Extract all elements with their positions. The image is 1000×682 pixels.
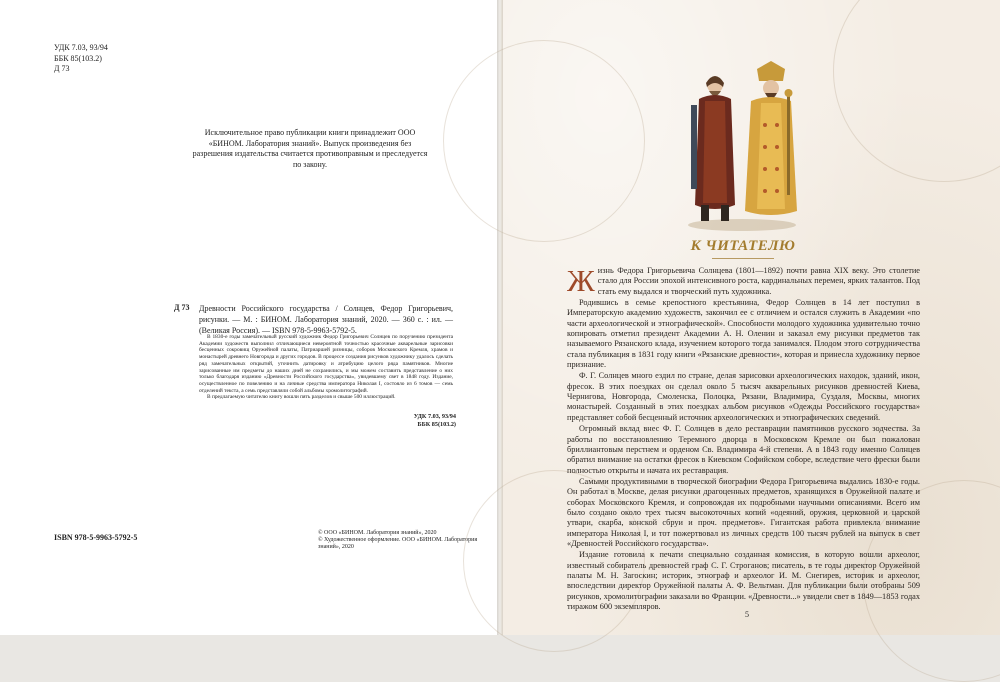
left-page [0,0,497,635]
foreword-paragraph: Самыми продуктивными в творческой биографии Федора Григорьевича выдались 1830-е годы. Он работал в Москве, делая рисунки драгоценных предметов, хранящихся в Оружейной палате и соборах Московского Кремля, и сопровождая их подробными научными описаниями. Всего им было создано около трех тысяч высокоточных копий «одеяний, оружия, церковной и царской утвари, скарба, конской сбруи и проч. предметов». Гигантская работа привлекла внимание императора Николая I, и тот пожертвовал из личных средств 100 тысяч рублей на выпуск в свет «Древностей Российского государства». [567,476,920,548]
section-title: К ЧИТАТЕЛЮ [690,238,796,254]
classification-block [370,413,456,429]
paragraph-text: изнь Федора Григорьевича Солнцева (1801—1892) почти равна XIX веку. Это столетие стало для России эпохой интенсивного роста, кардинальных перемен, ярких талантов. Под стать ему выдался и творческий путь художника. [597,266,920,296]
isbn: ISBN 978-5-9963-5792-5 [54,533,138,542]
foreword-text [567,263,920,613]
author-sign: Д 73 [174,303,190,312]
bbk-classification: ББК 85(103.2) [417,421,456,428]
bbk-line: ББК 85(103.2) [54,53,102,63]
annotation-paragraph: В предлагаемую читателю книгу вошли пять разделов и свыше 500 иллюстраций. [207,394,396,401]
copyright-block [318,530,478,552]
foreword-paragraph [567,263,920,298]
udk-line: УДК 7.03, 93/94 [54,43,108,52]
author-mark: Д 73 [54,64,70,73]
bibliographic-description: Древности Российского государства / Солнцев, Федор Григорьевич, рисунки. — М. : БИНОМ. Лаборатория знаний, 2020. — 360 с. : ил. — (Великая Россия). — ISBN 978-5-9963-5792-5. [199,304,453,335]
annotation-paragraph: В 1830-е годы замечательный русский художник Федор Григорьевич Солнцев по поручению президента Академии художеств выполнил отличающиеся невероятной точностью красочные акварельные зарисовки бесценных сокровищ Оружейной палаты, Патриаршей ризницы, соборов Московского Кремля, храмов и монастырей древнего Новгорода и других городов. В процессе создания рисунков художнику удалось сделать ряд замечательных открытий, уточнить датировку и атрибуцию целого ряда памятников. Многие зарисованные им предметы до наших дней не сохранились, и мы можем составить представление о них только благодаря изданию «Древности Российского государства», увидевшему свет в 1848 году. Издание, осуществленное по повелению и на личные средства императора Николая I, состояло из 6 томов — семь отделений текста, а семь представляли собой альбомы хромолитографий. [199,334,453,394]
copyright-line: © Художественное оформление. ООО «БИНОМ. Лаборатория знаний», 2020 [318,537,478,551]
annotation [199,334,453,401]
foreword-paragraph: Огромный вклад внес Ф. Г. Солнцев в дело реставрации памятников русского зодчества. За работы по восстановлению Теремного дворца в Московском Кремле он был пожалован бриллиантовым перстнем и орденом Св. Владимира 4-й степени. А в 1843 году именно Солнцев обратил внимание на остатки фресок в Киевском Софийском соборе, вследствие чего фрески были полностью открыты и начата их реставрация. [567,424,920,475]
foreword-paragraph: Издание готовила к печати специально созданная комиссия, в которую вошли археолог, известный собиратель древностей граф С. Г. Строганов; писатель, в те годы директор Оружейной палаты М. Н. Загоскин; историк, этнограф и археолог И. М. Снегирев, историк и археолог, впоследствии директор Оружейной палаты А. Ф. Вельтман. Для публикации были отобраны 509 рисунков, хромолитографии заказали во Франции. «Древности...» увидели свет в 1849—1853 годах тиражом 600 экземпляров. [567,550,920,611]
drop-cap: Ж [567,263,595,298]
background-ornament [833,0,1000,182]
page-number: 5 [745,610,749,619]
title-underline [712,258,774,259]
foreword-paragraph: Родившись в семье крепостного крестьянина, Федор Солнцев в 14 лет поступил в Императорскую академию художеств, закончил ее с отличием и остался служить в Академии «по части археологической и этнографической». Способности молодого художника удивительно точно копировать отметил президент Академии А. Н. Оленин и заказал ему рисунки предметов так называемого Рязанского клада, изучением которого тогда занимался. Плодом этого сотрудничества стала публикация в 1831 году книги «Рязанские древности», которая и принесла художнику первое признание. [567,298,920,370]
udk-block [54,43,108,75]
rights-notice: Исключительное право публикации книги принадлежит ООО «БИНОМ. Лаборатория знаний». Выпуск произведения без разрешения издательства считается противоправным и преследуется по закону. [192,128,428,169]
background-ornament [443,40,645,242]
historical-figures-illustration [683,55,801,233]
udk-classification: УДК 7.03, 93/94 [413,413,456,420]
foreword-paragraph: Ф. Г. Солнцев много ездил по стране, делая зарисовки археологических находок, зданий, икон, фресок. В этих поездках он сделал около 5 тысяч акварельных рисунков древностей Киева, Чернигова, Новгорода, Смоленска, Полоцка, Рязани, Владимира, Суздаля, Москвы, многих монастырей. Созданный в этих поездках альбом рисунков «Одежды Российского государства» представляет собой бесценный источник археологических и этнографических сведений. [567,371,920,422]
copyright-line: © ООО «БИНОМ. Лаборатория знаний», 2020 [318,530,437,536]
